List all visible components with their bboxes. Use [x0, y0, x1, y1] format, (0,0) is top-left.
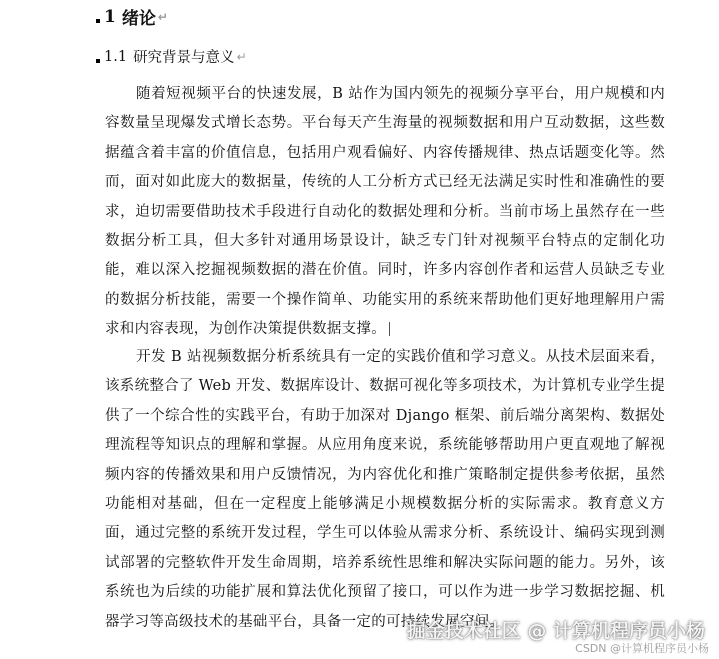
body-paragraph-2[interactable] — [105, 343, 665, 637]
body-paragraph-1[interactable] — [105, 80, 665, 345]
list-bullet-icon — [96, 59, 100, 63]
text-cursor-icon — [389, 322, 390, 336]
paragraph-text: 随着短视频平台的快速发展，B 站作为国内领先的视频分享平台，用户规模和内容数量呈现爆发式增长态势。平台每天产生海量的视频数据和用户互动数据，这些数据蕴含着丰富的价值信息，包括用户观看偏好、内容传播规律、热点话题变化等。然而，面对如此庞大的数据量，传统的人工分析方式已经无法满足实时性和准确性的要求，迫切需要借助技术手段进行自动化的数据处理和分析。当前市场上虽然存在一些数据分析工具，但大多针对通用场景设计，缺乏专门针对视频平台特点的定制化功能，难以深入挖掘视频数据的潜在价值。同时，许多内容创作者和运营人员缺乏专业的数据分析技能，需要一个操作简单、功能实用的系统来帮助他们更好地理解用户需求和内容表现，为创作决策提供数据支撑。 — [105, 86, 665, 338]
section-number: 1.1 — [104, 48, 128, 65]
watermark-sub: CSDN @计算机程序员小杨 — [575, 642, 709, 655]
watermark-main: 掘金技术社区 @ 计算机程序员小杨 — [406, 620, 705, 642]
paragraph-mark-icon: ↵ — [236, 49, 247, 64]
section-heading — [96, 46, 247, 67]
chapter-heading — [96, 4, 168, 29]
chapter-title: 绪论 — [121, 9, 156, 29]
list-bullet-icon — [96, 19, 100, 23]
paragraph-mark-icon: ↵ — [157, 9, 168, 24]
section-title: 研究背景与意义 — [133, 50, 235, 66]
paragraph-text: 开发 B 站视频数据分析系统具有一定的实践价值和学习意义。从技术层面来看，该系统整合了 Web 开发、数据库设计、数据可视化等多项技术，为计算机专业学生提供了一个综合性的实践平台，有助于加深对 Django 框架、前后端分离架构、数据处理流程等知识点的理解和掌握。从应用角度来说，系统能够帮助用户更直观地了解视频内容的传播效果和用户反馈情况，为内容优化和推广策略制定提供参考依据，虽然功能相对基础，但在一定程度上能够满足小规模数据分析的实际需求。教育意义方面，通过完整的系统开发过程，学生可以体验从需求分析、系统设计、编码实现到测试部署的完整软件开发生命周期，培养系统性思维和解决实际问题的能力。另外，该系统也为后续的功能扩展和算法优化预留了接口，可以作为进一步学习数据挖掘、机器学习等高级技术的基础平台，具备一定的可持续发展空间。 — [105, 349, 665, 630]
chapter-number: 1 — [104, 6, 116, 27]
